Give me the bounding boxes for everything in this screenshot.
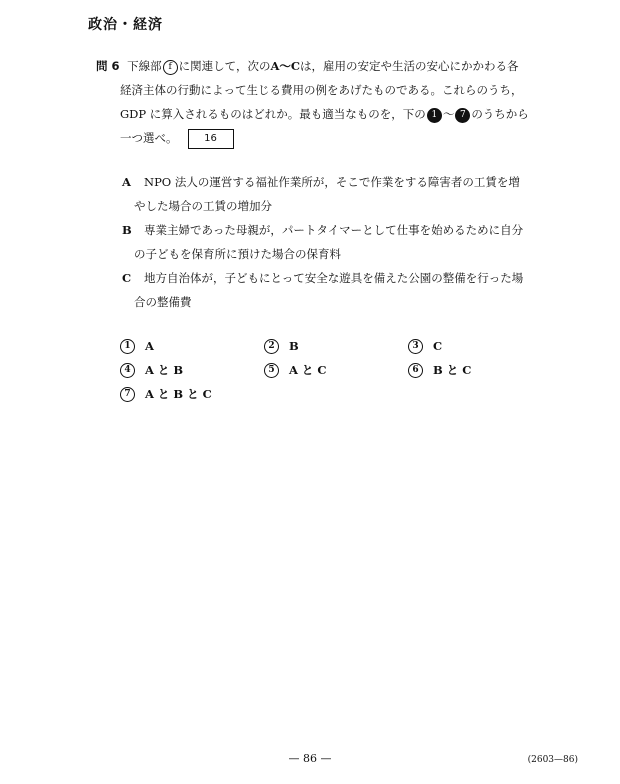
choice-range-tilde: ～	[442, 107, 455, 121]
item-c-line-2: 合の整備費	[134, 295, 192, 309]
item-text: NPO 法人の運営する福祉作業所が，そこで作業をする障害者の工賃を増	[144, 175, 520, 189]
choice-7[interactable]	[120, 386, 212, 402]
choice-4[interactable]	[120, 362, 183, 378]
choice-number: 3	[408, 339, 423, 354]
item-c	[122, 266, 552, 314]
choice-text: A と B と C	[145, 387, 212, 401]
section-title: 政治・経済	[88, 17, 163, 33]
choice-text: A と B	[145, 363, 184, 377]
item-b-line-2: の子どもを保育所に預けた場合の保育料	[134, 247, 341, 261]
choice-text: B と C	[433, 363, 472, 377]
question-line-2: 経済主体の行動によって生じる費用の例をあげたものである。これらのうち，	[120, 83, 523, 97]
choice-6[interactable]	[408, 362, 471, 378]
choice-text: A と C	[289, 363, 327, 377]
choice-text: C	[433, 339, 443, 353]
question-number: 問 6	[96, 59, 120, 73]
choice-range-end: 7	[455, 108, 470, 123]
question-line-3	[96, 102, 566, 126]
item-text: 地方自治体が，子どもにとって安全な遊具を備えた公園の整備を行った場	[144, 271, 524, 285]
question-line-1	[96, 54, 566, 78]
question-text-1c: は，雇用の安定や生活の安心にかかわる各	[300, 59, 519, 73]
choice-number: 2	[264, 339, 279, 354]
question-text-1b: に関連して，次の	[178, 59, 271, 73]
choice-number: 4	[120, 363, 135, 378]
question-text-1a: 下線部	[127, 59, 162, 73]
item-a	[122, 170, 552, 218]
question-line-4	[96, 126, 566, 150]
question-text-3a: GDP に算入されるものはどれか。最も適当なものを，下の	[120, 107, 426, 121]
question-text-4: 一つ選べ。	[120, 131, 178, 145]
choice-row-3	[120, 386, 520, 410]
choice-1[interactable]	[120, 338, 154, 354]
item-b	[122, 218, 552, 266]
choice-5[interactable]	[264, 362, 327, 378]
choice-row-2	[120, 362, 520, 386]
choice-number: 6	[408, 363, 423, 378]
item-letter: B	[122, 223, 132, 237]
item-letter: C	[122, 271, 132, 285]
question-text-3b: のうちから	[471, 107, 529, 121]
item-text: 専業主婦であった母親が，パートタイマーとして仕事を始めるために自分	[144, 223, 524, 237]
choice-2[interactable]	[264, 338, 299, 354]
question-range: A～C	[270, 59, 301, 73]
choice-number: 7	[120, 387, 135, 402]
choice-range-start: 1	[427, 108, 442, 123]
page-number: — 86 —	[288, 752, 332, 765]
choice-3[interactable]	[408, 338, 442, 354]
item-b-line-1	[122, 218, 552, 242]
item-a-line-2: やした場合の工賃の増加分	[134, 199, 272, 213]
answer-number-box: 16	[188, 129, 234, 149]
choice-text: B	[289, 339, 299, 353]
choice-number: 5	[264, 363, 279, 378]
item-a-line-1	[122, 170, 552, 194]
question-block	[96, 54, 566, 150]
choice-number: 1	[120, 339, 135, 354]
choice-row-1	[120, 338, 520, 362]
answer-choices	[120, 338, 520, 410]
item-c-line-1	[122, 266, 552, 290]
item-list	[122, 170, 552, 314]
document-code: (2603—86)	[527, 755, 578, 765]
underline-marker-f: f	[163, 60, 178, 75]
choice-text: A	[145, 339, 154, 353]
item-letter: A	[122, 175, 131, 189]
